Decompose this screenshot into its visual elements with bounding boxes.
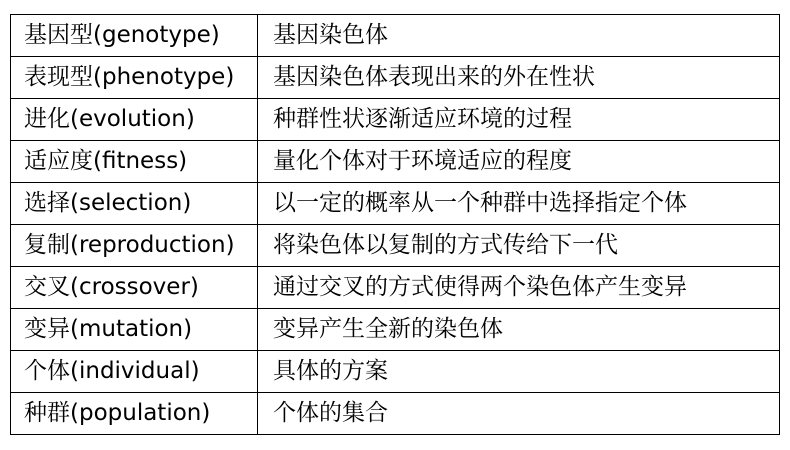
term-cell: 选择(selection) bbox=[11, 183, 258, 225]
glossary-table bbox=[10, 14, 780, 435]
term-cell: 变异(mutation) bbox=[11, 309, 258, 351]
table-row bbox=[11, 393, 780, 435]
table-row bbox=[11, 15, 780, 57]
table-row bbox=[11, 183, 780, 225]
term-cell: 种群(population) bbox=[11, 393, 258, 435]
table-row bbox=[11, 309, 780, 351]
table-row bbox=[11, 351, 780, 393]
definition-cell: 基因染色体表现出来的外在性状 bbox=[258, 57, 780, 99]
definition-cell: 个体的集合 bbox=[258, 393, 780, 435]
term-cell: 基因型(genotype) bbox=[11, 15, 258, 57]
term-cell: 适应度(fitness) bbox=[11, 141, 258, 183]
definition-cell: 将染色体以复制的方式传给下一代 bbox=[258, 225, 780, 267]
definition-cell: 通过交叉的方式使得两个染色体产生变异 bbox=[258, 267, 780, 309]
definition-cell: 变异产生全新的染色体 bbox=[258, 309, 780, 351]
term-cell: 进化(evolution) bbox=[11, 99, 258, 141]
term-cell: 表现型(phenotype) bbox=[11, 57, 258, 99]
definition-cell: 具体的方案 bbox=[258, 351, 780, 393]
definition-cell: 量化个体对于环境适应的程度 bbox=[258, 141, 780, 183]
table-row bbox=[11, 99, 780, 141]
term-cell: 个体(individual) bbox=[11, 351, 258, 393]
table-row bbox=[11, 57, 780, 99]
table-row bbox=[11, 225, 780, 267]
definition-cell: 种群性状逐渐适应环境的过程 bbox=[258, 99, 780, 141]
definition-cell: 以一定的概率从一个种群中选择指定个体 bbox=[258, 183, 780, 225]
term-cell: 交叉(crossover) bbox=[11, 267, 258, 309]
term-cell: 复制(reproduction) bbox=[11, 225, 258, 267]
table-row bbox=[11, 141, 780, 183]
definition-cell: 基因染色体 bbox=[258, 15, 780, 57]
table-row bbox=[11, 267, 780, 309]
